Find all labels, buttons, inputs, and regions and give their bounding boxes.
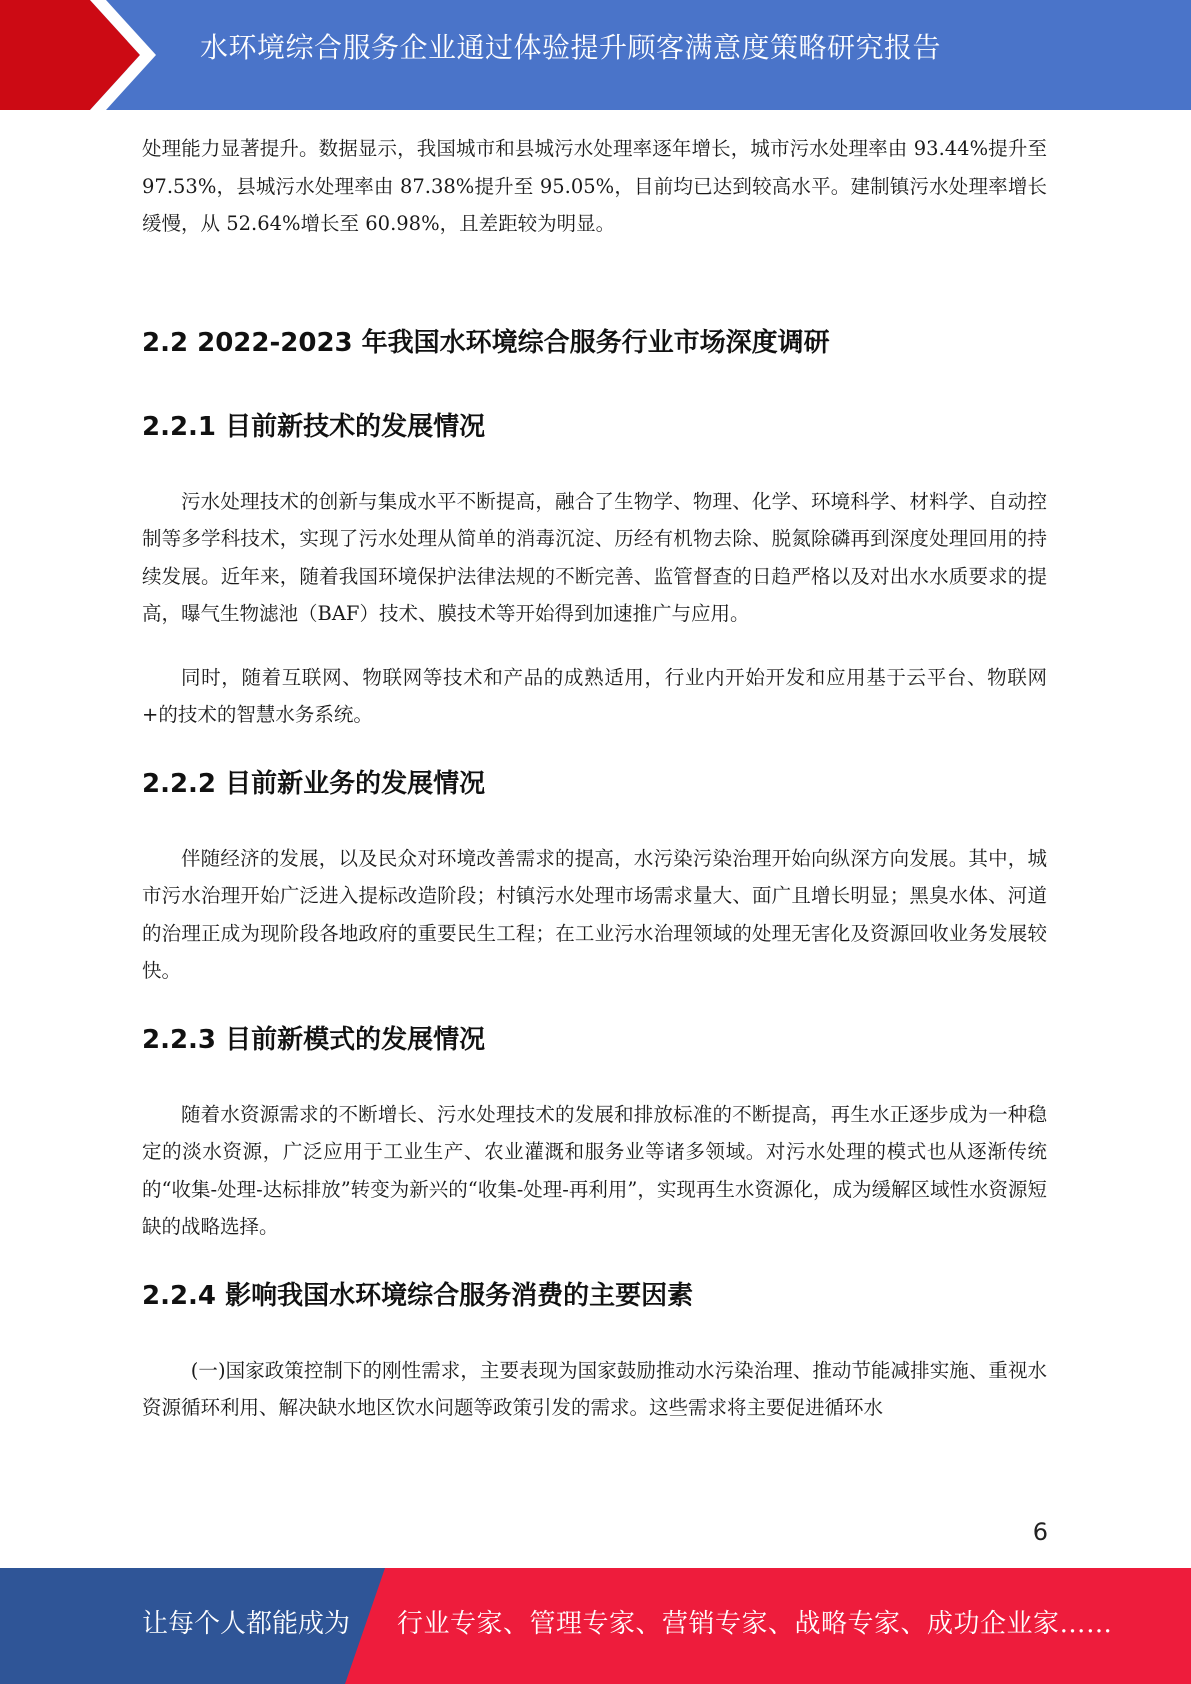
page-footer — [0, 1568, 1191, 1684]
subsection-heading-2-2-1: 2.2.1 目前新技术的发展情况 — [142, 411, 486, 442]
intro-paragraph: 处理能力显著提升。数据显示，我国城市和县城污水处理率逐年增长，城市污水处理率由 93.44%提升至 97.53%，县城污水处理率由 87.38%提升至 95.05%，目前均已达到较高水平。建制镇污水处理率增长缓慢，从 52.64%增长至 60.98%，且差距较为明显。 — [142, 137, 1047, 235]
paragraph-2-2-1-b: 同时，随着互联网、物联网等技术和产品的成熟适用，行业内开始开发和应用基于云平台、物联网+的技术的智慧水务系统。 — [142, 665, 1047, 726]
subsection-heading-2-2-2: 2.2.2 目前新业务的发展情况 — [142, 768, 486, 799]
paragraph-2-2-1-a: 污水处理技术的创新与集成水平不断提高，融合了生物学、物理、化学、环境科学、材料学、自动控制等多学科技术，实现了污水处理从简单的消毒沉淀、历经有机物去除、脱氮除磷再到深度处理回用的持续发展。近年来，随着我国环境保护法律法规的不断完善、监管督查的日趋严格以及对出水水质要求的提高，曝气生物滤池（BAF）技术、膜技术等开始得到加速推广与应用。 — [142, 489, 1047, 625]
footer-slogan-right: 行业专家、管理专家、营销专家、战略专家、成功企业家…… — [397, 1609, 1113, 1639]
page-number: 6 — [1032, 1518, 1048, 1546]
section-heading: 2.2 2022-2023 年我国水环境综合服务行业市场深度调研 — [142, 327, 830, 358]
paragraph-2-2-4: (一)国家政策控制下的刚性需求，主要表现为国家鼓励推动水污染治理、推动节能减排实施、重视水资源循环利用、解决缺水地区饮水问题等政策引发的需求。这些需求将主要促进循环水 — [142, 1358, 1047, 1419]
paragraph-2-2-2: 伴随经济的发展，以及民众对环境改善需求的提高，水污染污染治理开始向纵深方向发展。其中，城市污水治理开始广泛进入提标改造阶段；村镇污水处理市场需求量大、面广且增长明显；黑臭水体、河道的治理正成为现阶段各地政府的重要民生工程；在工业污水治理领域的处理无害化及资源回收业务发展较快。 — [142, 846, 1047, 982]
report-title: 水环境综合服务企业通过体验提升顾客满意度策略研究报告 — [200, 31, 942, 64]
page-content — [142, 130, 1047, 1427]
subsection-heading-2-2-4: 2.2.4 影响我国水环境综合服务消费的主要因素 — [142, 1280, 694, 1311]
page-header — [0, 0, 1191, 110]
footer-slogan-left: 让每个人都能成为 — [142, 1609, 351, 1639]
paragraph-2-2-3: 随着水资源需求的不断增长、污水处理技术的发展和排放标准的不断提高，再生水正逐步成为一种稳定的淡水资源，广泛应用于工业生产、农业灌溉和服务业等诸多领域。对污水处理的模式也从逐渐传统的“收集-处理-达标排放”转变为新兴的“收集-处理-再利用”，实现再生水资源化，成为缓解区域性水资源短缺的战略选择。 — [142, 1102, 1047, 1238]
subsection-heading-2-2-3: 2.2.3 目前新模式的发展情况 — [142, 1024, 486, 1055]
